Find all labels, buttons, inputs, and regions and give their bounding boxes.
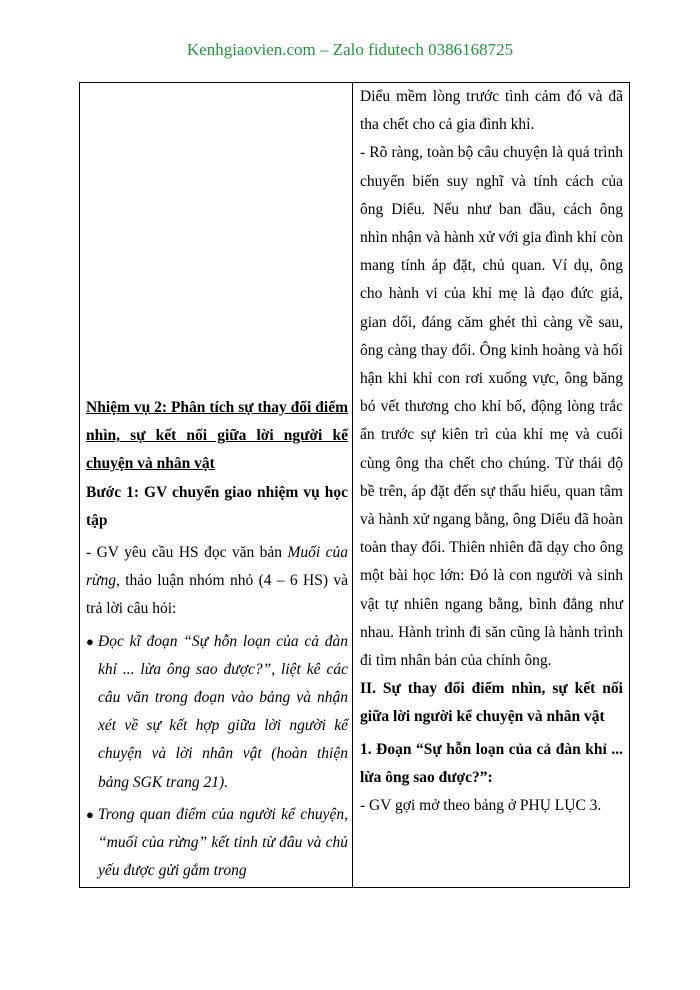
- bullet-icon: ●: [86, 633, 94, 649]
- left-column: [86, 394, 348, 885]
- bullet-text-1: Đọc kĩ đoạn “Sự hỗn loạn của cả đàn khỉ ... lừa ông sao được?”, liệt kê các câu văn trong đoạn vào bảng và nhận xét về sự kết hợp giữa lời người kể chuyện và lời nhân vật (hoàn thiện bảng SGK trang 21).: [98, 632, 348, 791]
- page-header: Kenhgiaovien.com – Zalo fidutech 0386168725: [186, 40, 514, 59]
- bullet-text-2: Trong quan điểm của người kể chuyện, “muối của rừng” kết tinh từ đâu và chủ yếu được gửi gắm trong: [98, 805, 348, 880]
- instruction-pre: - GV yêu cầu HS đọc văn bản: [86, 544, 288, 562]
- bullet-icon: ●: [86, 806, 94, 822]
- text-title-italic: Muối của rừng: [86, 544, 348, 590]
- task-title: Nhiệm vụ 2: Phân tích sự thay đổi điểm nhìn, sự kết nối giữa lời người kể chuyện và nhân vật: [86, 399, 348, 473]
- instruction-post: , thảo luận nhóm nhỏ (4 – 6 HS) và trả lời câu hỏi:: [86, 572, 348, 618]
- paragraph-1: Diểu mềm lòng trước tình cảm đó và đã tha chết cho cả gia đình khỉ.: [360, 88, 623, 134]
- paragraph-3: - GV gợi mở theo bảng ở PHỤ LỤC 3.: [360, 797, 602, 815]
- list-item: [86, 801, 348, 886]
- step-title: Bước 1: GV chuyển giao nhiệm vụ học tập: [86, 483, 348, 529]
- paragraph-2: - Rõ ràng, toàn bộ câu chuyện là quá trình chuyển biến suy nghĩ và tính cách của ông Diểu. Nếu như ban đầu, cách ông nhìn nhận và hành xử với gia đình khỉ còn mang tính áp đặt, chủ quan. Ví dụ, ông cho hành vi của khỉ mẹ là đạo đức giả, gian dối, đáng căm ghét thì càng về sau, ông càng thay đổi. Ông kinh hoàng và hối hận khi khỉ con rơi xuống vực, ông băng bó vết thương cho khỉ bố, động lòng trắc ẩn trước sự kiên trì của khỉ mẹ và cuối cùng ông tha chết cho chúng. Từ thái độ bề trên, áp đặt đến sự thấu hiểu, quan tâm và hành xử ngang bằng, ông Diểu đã hoàn toàn thay đổi. Thiên nhiên đã dạy cho ông một bài học lớn: Đó là con người và sinh vật tự nhiên ngang bằng, bình đẳng như nhau. Hành trình đi săn cũng là hành trình đi tìm nhân bản của chính ông.: [360, 144, 623, 670]
- column-divider: [352, 83, 353, 887]
- lesson-table: [79, 82, 630, 888]
- section-heading-2: II. Sự thay đổi điểm nhìn, sự kết nối giữa lời người kể chuyện và nhân vật: [360, 680, 623, 726]
- list-item: [86, 628, 348, 797]
- subsection-heading-1: 1. Đoạn “Sự hỗn loạn của cả đàn khỉ ... lừa ông sao được?”:: [360, 740, 623, 786]
- right-column: [360, 83, 623, 820]
- instruction: [86, 539, 348, 624]
